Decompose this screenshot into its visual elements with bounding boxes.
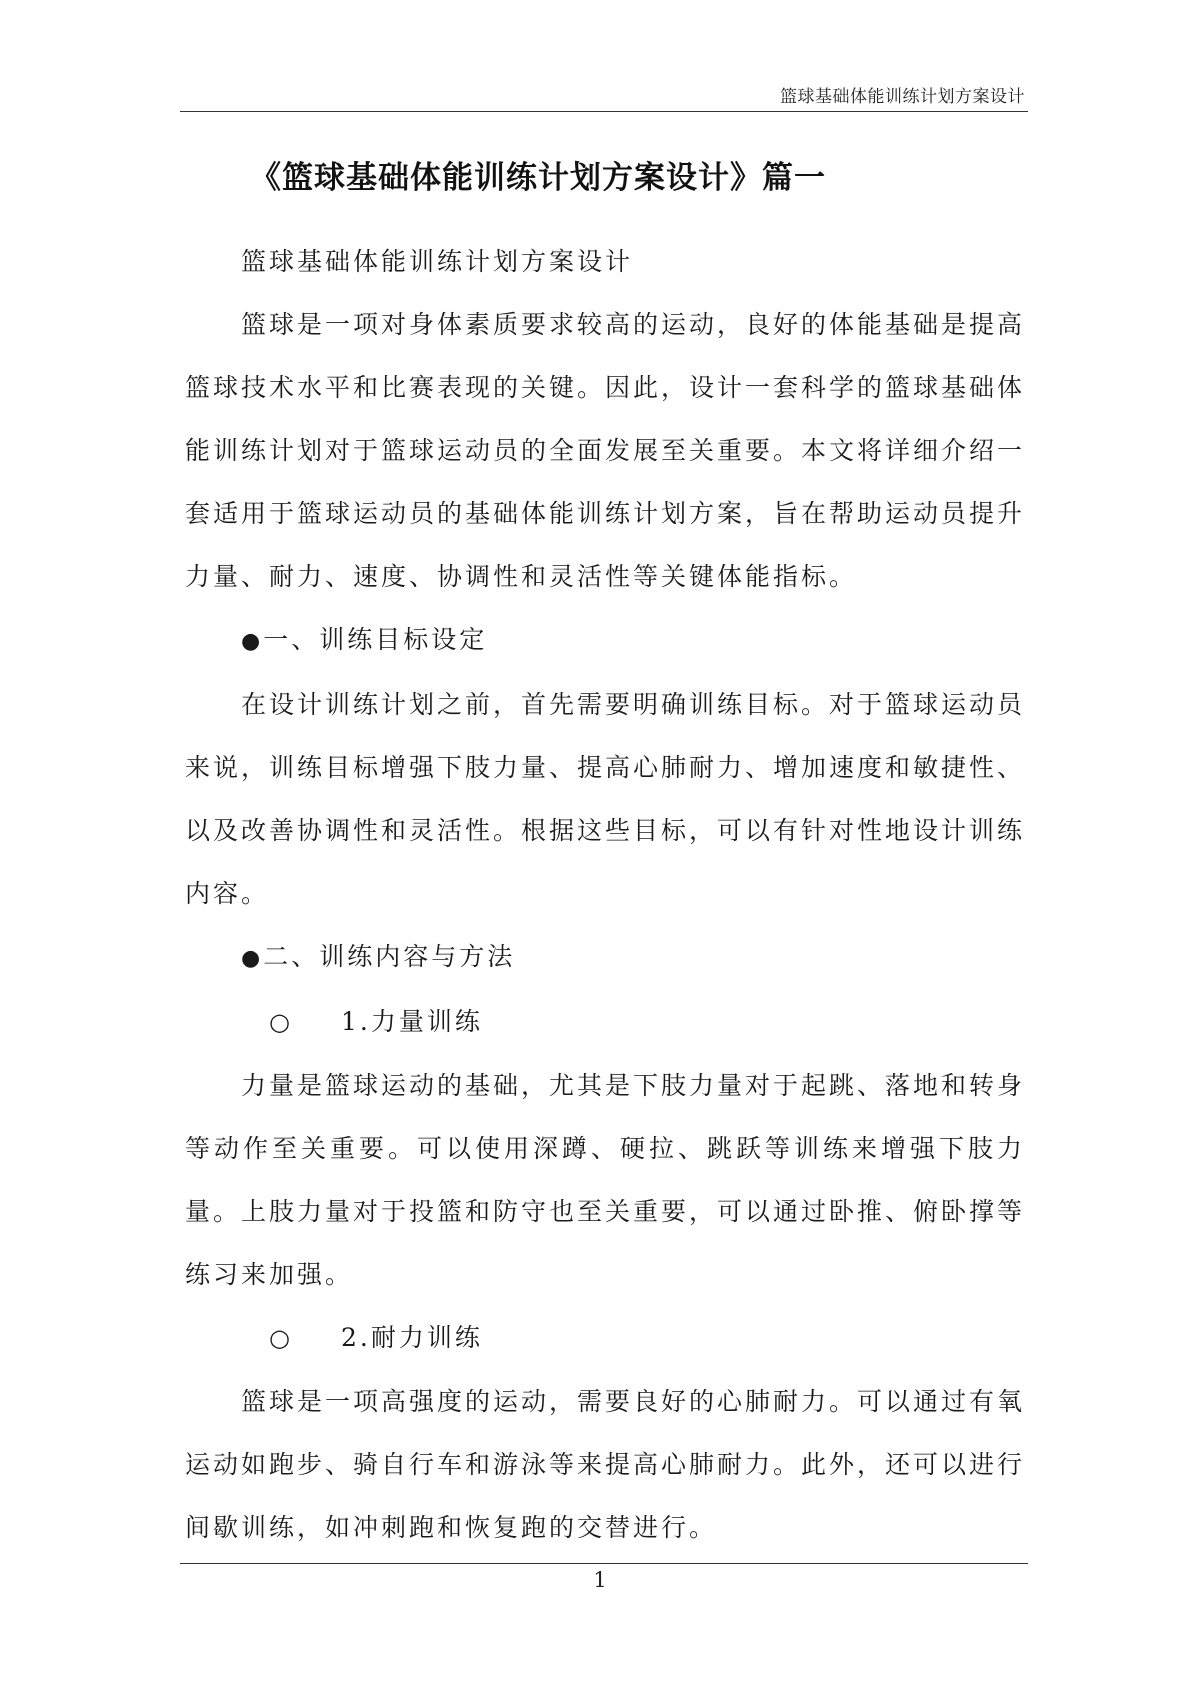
subheading-endurance <box>185 1306 1025 1370</box>
subheading-text: 2.耐力训练 <box>341 1323 483 1352</box>
section-heading-text: 一、训练目标设定 <box>263 625 488 654</box>
running-header: 篮球基础体能训练计划方案设计 <box>780 87 1025 107</box>
endurance-paragraph: 篮球是一项高强度的运动，需要良好的心肺耐力。可以通过有氧运动如跑步、骑自行车和游泳等来提高心肺耐力。此外，还可以进行间歇训练，如冲刺跑和恢复跑的交替进行。 <box>185 1387 1026 1542</box>
goals-paragraph: 在设计训练计划之前，首先需要明确训练目标。对于篮球运动员来说，训练目标增强下肢力量、提高心肺耐力、增加速度和敏捷性、以及改善协调性和灵活性。根据这些目标，可以有针对性地设计训练内容。 <box>185 690 1026 908</box>
page-number: 1 <box>593 1568 607 1592</box>
document-body <box>185 230 1025 1559</box>
subheading-strength <box>185 990 1025 1054</box>
header-divider <box>180 111 1028 112</box>
document-title: 《篮球基础体能训练计划方案设计》篇一 <box>250 160 826 196</box>
intro-paragraph: 篮球是一项对身体素质要求较高的运动，良好的体能基础是提高篮球技术水平和比赛表现的关键。因此，设计一套科学的篮球基础体能训练计划对于篮球运动员的全面发展至关重要。本文将详细介绍一套适用于篮球运动员的基础体能训练计划方案，旨在帮助运动员提升力量、耐力、速度、协调性和灵活性等关键体能指标。 <box>185 310 1026 591</box>
circle-bullet-icon: ○ <box>269 1324 293 1352</box>
document-subtitle: 篮球基础体能训练计划方案设计 <box>241 247 634 276</box>
bullet-icon: ● <box>241 629 264 654</box>
section-heading-text: 二、训练内容与方法 <box>263 942 516 971</box>
footer-divider <box>180 1563 1028 1564</box>
bullet-icon: ● <box>241 946 264 971</box>
subheading-text: 1.力量训练 <box>341 1007 483 1036</box>
section-heading-content <box>185 925 1025 990</box>
strength-paragraph: 力量是篮球运动的基础，尤其是下肢力量对于起跳、落地和转身等动作至关重要。可以使用深蹲、硬拉、跳跃等训练来增强下肢力量。上肢力量对于投篮和防守也至关重要，可以通过卧推、俯卧撑等练习来加强。 <box>185 1071 1026 1289</box>
section-heading-goals <box>185 608 1025 673</box>
circle-bullet-icon: ○ <box>269 1008 293 1036</box>
